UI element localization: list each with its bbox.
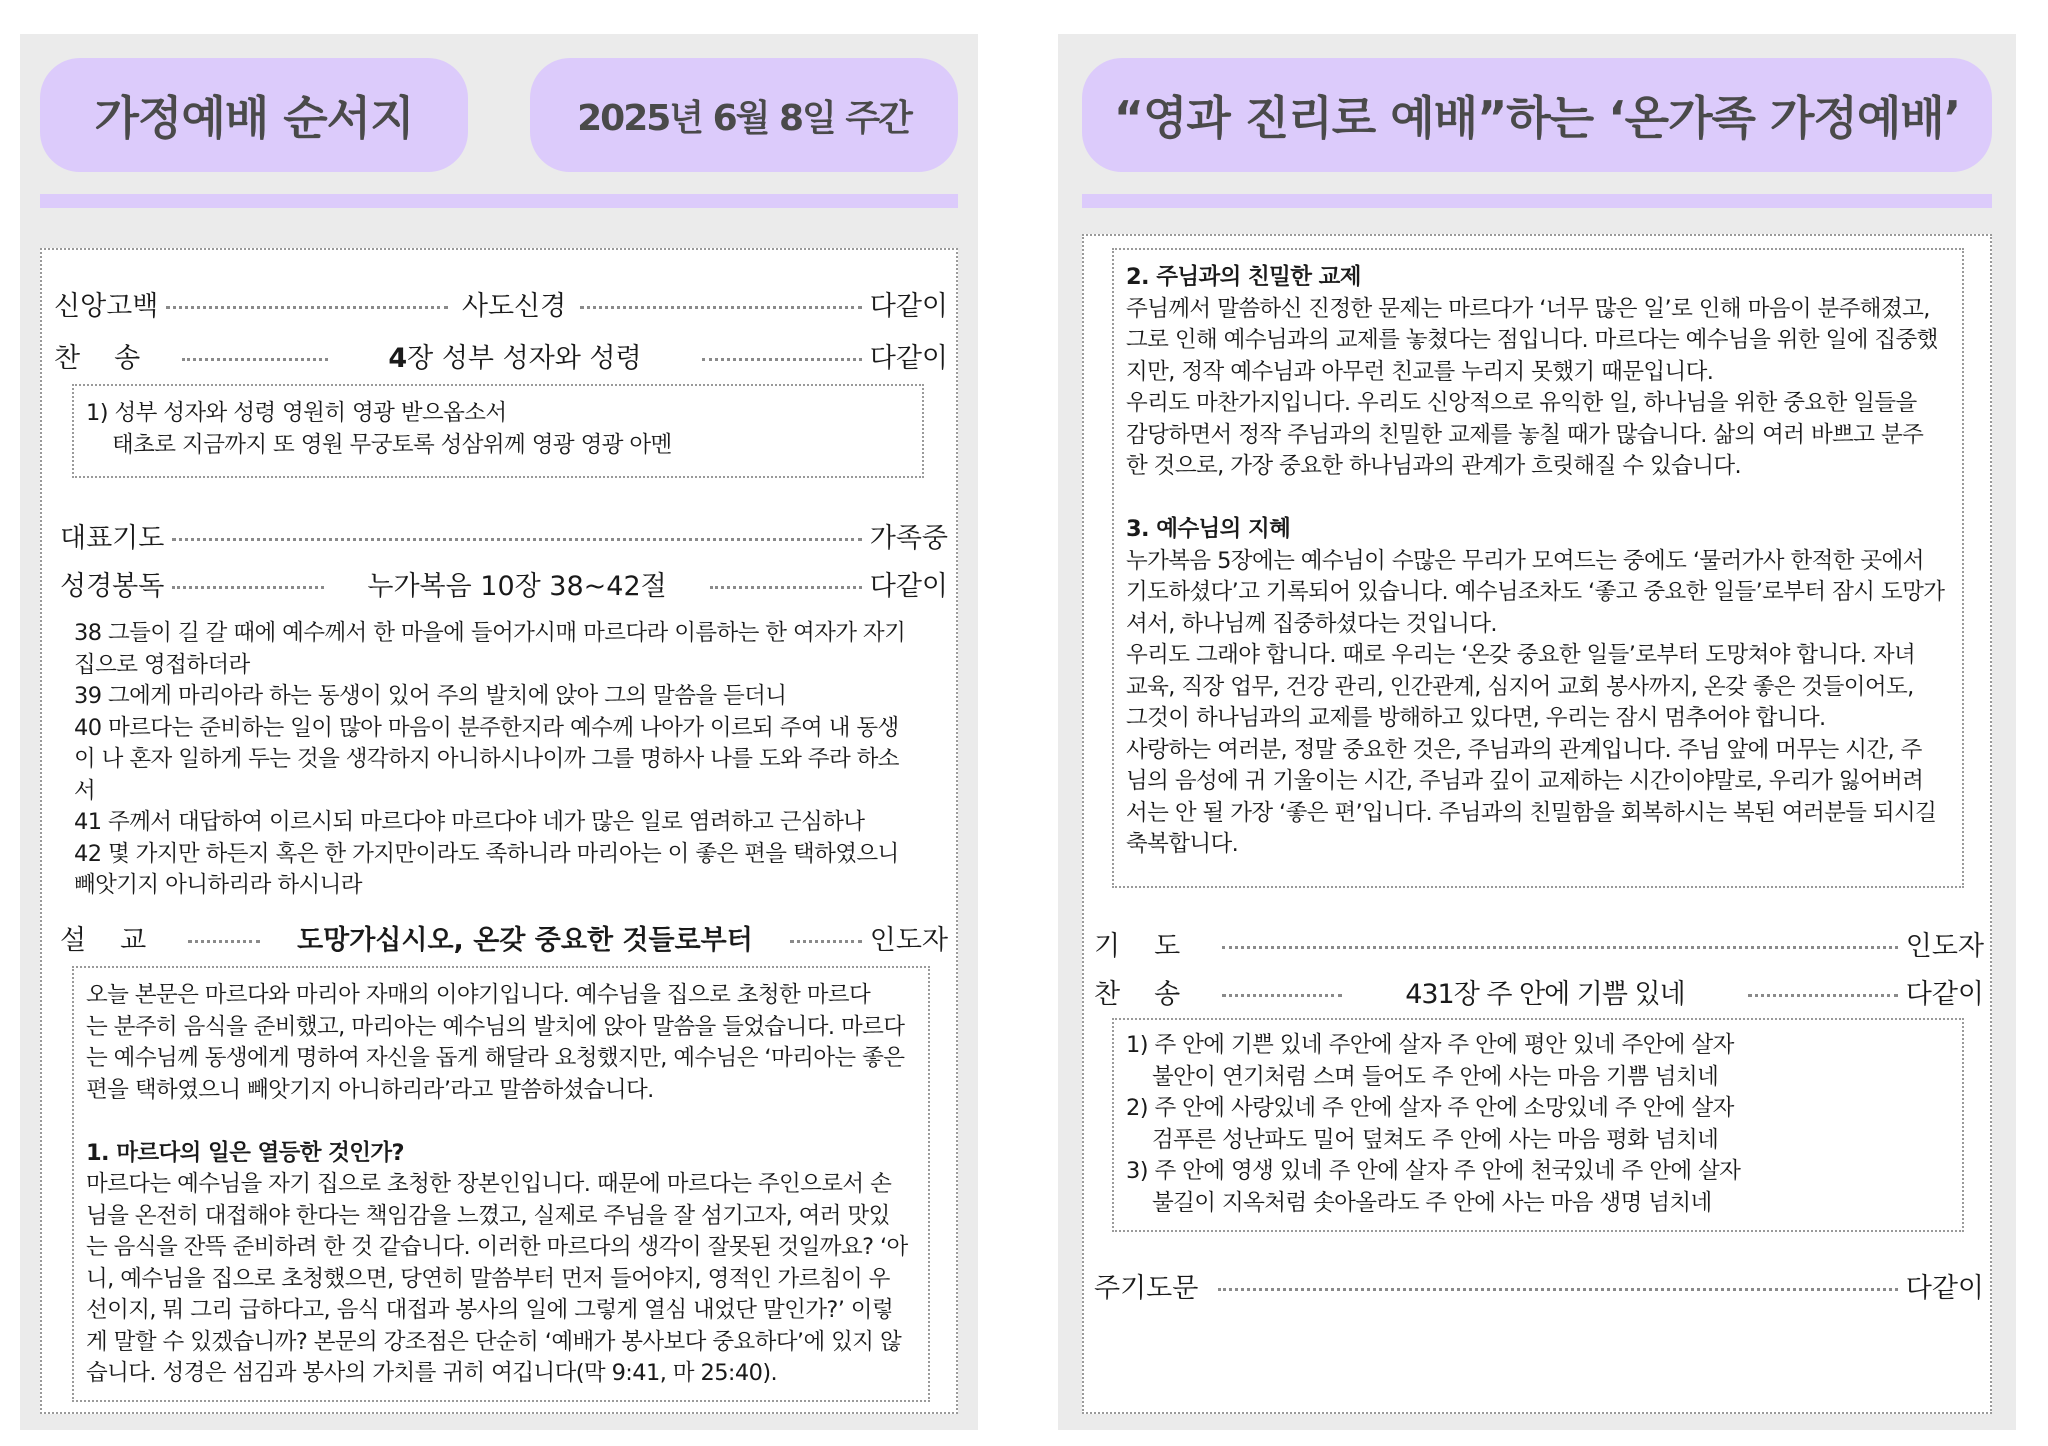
sermon-line: 그것이 하나님과의 교제를 방해하고 있다면, 우리는 잠시 멈추어야 합니다. bbox=[1126, 705, 1826, 731]
scripture-line: 41 주께서 대답하여 이르시되 마르다야 마르다야 네가 많은 일로 염려하고 근심하나 bbox=[74, 809, 865, 835]
leader-dots bbox=[172, 538, 861, 541]
sermon-line: 게 말할 수 있겠습니까? 본문의 강조점은 단순히 ‘예배가 봉사보다 중요하다’에 있지 않 bbox=[86, 1328, 902, 1355]
sermon-continued-text bbox=[1126, 262, 1944, 861]
leader-dots bbox=[1222, 994, 1342, 997]
row-right: 가족중 bbox=[869, 523, 948, 554]
row-label: 찬송 bbox=[1094, 979, 1215, 1010]
sermon-line: 교육, 직장 업무, 건강 관리, 인간관계, 심지어 교회 봉사까지, 온갖 좋은 것들이어도, bbox=[1126, 673, 1914, 700]
leader-dots bbox=[188, 940, 260, 943]
sermon-line: 는 예수님께 동생에게 명하여 자신을 돕게 해달라 요청했지만, 예수님은 ‘마리아는 좋은 bbox=[86, 1045, 905, 1071]
hymn-title: 장 성부 성자와 성령 bbox=[407, 343, 642, 374]
row-label: 주기도문 bbox=[1094, 1273, 1199, 1304]
row-label: 기도 bbox=[1094, 931, 1215, 962]
date-pill bbox=[530, 58, 958, 172]
scripture-line: 40 마르다는 준비하는 일이 많아 마음이 분주한지라 예수께 나아가 이르되 주여 내 동생 bbox=[74, 714, 899, 741]
hymn-number: 4 bbox=[388, 343, 408, 374]
row-right: 다같이 bbox=[869, 291, 948, 322]
lyric-line: 1) 주 안에 기쁜 있네 주안에 살자 주 안에 평안 있네 주안에 살자 bbox=[1126, 1032, 1734, 1058]
row-label: 설교 bbox=[60, 925, 181, 956]
row-confession bbox=[54, 284, 948, 323]
sermon-line: 오늘 본문은 마르다와 마리아 자매의 이야기입니다. 예수님을 집으로 초청한 마르다 bbox=[86, 982, 871, 1008]
lyric-line: 검푸른 성난파도 밀어 덮쳐도 주 안에 사는 마음 평화 넘치네 bbox=[1152, 1126, 1719, 1153]
row-reading bbox=[60, 564, 948, 603]
sermon-line: 우리도 마찬가지입니다. 우리도 신앙적으로 유익한 일, 하나님을 위한 중요한 일들을 bbox=[1126, 390, 1917, 416]
sermon-line: 사랑하는 여러분, 정말 중요한 것은, 주님과의 관계입니다. 주님 앞에 머무는 시간, 주 bbox=[1126, 736, 1922, 763]
row-label: 성경봉독 bbox=[60, 571, 165, 602]
sermon-box bbox=[72, 966, 930, 1402]
sermon-line: 셔서, 하나님께 집중하셨다는 것입니다. bbox=[1126, 610, 1497, 637]
sermon-line: 니, 예수님을 집으로 초청했으면, 당연히 말씀부터 먼저 들어야지, 영적인 가르침이 우 bbox=[86, 1265, 890, 1292]
point-1-heading: 1. 마르다의 일은 열등한 것인가? bbox=[86, 1139, 405, 1166]
row-label: 찬송 bbox=[54, 343, 175, 374]
row-prayer bbox=[60, 516, 948, 555]
sermon-text bbox=[86, 980, 908, 1390]
sermon-line: 서는 안 될 가장 ‘좋은 편’입니다. 주님과의 친밀함을 회복하시는 복된 여러분들 되시길 bbox=[1126, 799, 1937, 826]
hymn-1-lyrics-box bbox=[72, 384, 924, 478]
row-right: 다같이 bbox=[1905, 979, 1984, 1010]
leader-dots bbox=[702, 358, 862, 361]
sermon-line: 는 음식을 잔뜩 준비하려 한 것 같습니다. 이러한 마르다의 생각이 잘못된 것일까요? ‘아 bbox=[86, 1234, 908, 1260]
sermon-line: 님의 음성에 귀 기울이는 시간, 주님과 깊이 교제하는 시간이야말로, 우리가 잃어버려 bbox=[1126, 768, 1924, 794]
order-sheet bbox=[40, 248, 958, 1414]
bulletin-title: 가정예배 순서지 bbox=[94, 91, 414, 145]
sermon-line: 마르다는 예수님을 자기 집으로 초청한 장본인입니다. 때문에 마르다는 주인으로서 손 bbox=[86, 1171, 892, 1197]
row-middle bbox=[336, 336, 694, 375]
leader-dots bbox=[1222, 946, 1898, 949]
leader-dots bbox=[172, 586, 324, 589]
accent-strip bbox=[40, 194, 958, 208]
hymn-1-lyrics bbox=[86, 398, 672, 461]
row-right: 다같이 bbox=[869, 343, 948, 374]
lyric-line: 태초로 지금까지 또 영원 무궁토록 성삼위께 영광 영광 아멘 bbox=[112, 431, 672, 458]
leader-dots bbox=[166, 306, 448, 309]
sermon-line: 기도하셨다’고 기록되어 있습니다. 예수님조차도 ‘좋고 중요한 일들’로부터 잠시 도망가 bbox=[1126, 579, 1945, 605]
leader-dots bbox=[1748, 994, 1898, 997]
row-prayer-2 bbox=[1094, 924, 1984, 963]
lyric-line: 불안이 연기처럼 스며 들어도 주 안에 사는 마음 기쁨 넘치네 bbox=[1152, 1063, 1719, 1090]
lyric-line: 1) 성부 성자와 성령 영원히 영광 받으옵소서 bbox=[86, 400, 507, 426]
accent-strip bbox=[1082, 194, 1992, 208]
sermon-line: 감당하면서 정작 주님과의 친밀한 교제를 놓칠 때가 많습니다. 삶의 여러 바쁘고 분주 bbox=[1126, 421, 1924, 448]
scripture-line: 38 그들이 길 갈 때에 예수께서 한 마을에 들어가시매 마르다라 이름하는 한 여자가 자기 bbox=[74, 620, 906, 646]
sermon-line: 편을 택하였으니 빼앗기지 아니하리라’라고 말씀하셨습니다. bbox=[86, 1076, 654, 1103]
row-right: 인도자 bbox=[1905, 931, 1984, 962]
sermon-line: 님을 온전히 대접해야 한다는 책임감을 느꼈고, 실제로 주님을 잘 섬기고자, 여러 맛있 bbox=[86, 1202, 890, 1229]
leader-dots bbox=[580, 306, 862, 309]
order-sheet bbox=[1082, 234, 1992, 1414]
row-hymn-2 bbox=[1094, 972, 1984, 1011]
row-sermon bbox=[60, 918, 948, 957]
scripture-line: 서 bbox=[74, 777, 96, 804]
scripture-line: 42 몇 가지만 하든지 혹은 한 가지만이라도 족하니라 마리아는 이 좋은 편을 택하였으니 bbox=[74, 840, 899, 867]
sermon-line: 그로 인해 예수님과의 교제를 놓쳤다는 점입니다. 마르다는 예수님을 위한 일에 집중했 bbox=[1126, 327, 1938, 353]
row-right: 다같이 bbox=[1905, 1273, 1984, 1304]
point-2-heading: 2. 주님과의 친밀한 교제 bbox=[1126, 264, 1361, 290]
row-label: 대표기도 bbox=[60, 523, 165, 554]
left-page bbox=[20, 34, 978, 1430]
scripture-text bbox=[74, 618, 905, 902]
row-middle: 누가복음 10장 38~42절 bbox=[367, 571, 667, 602]
row-right: 다같이 bbox=[869, 571, 948, 602]
sermon-line: 습니다. 성경은 섬김과 봉사의 가치를 귀히 여깁니다(막 9:41, 마 25:40). bbox=[86, 1360, 778, 1386]
row-middle: 사도신경 bbox=[461, 291, 567, 322]
row-lords-prayer bbox=[1094, 1266, 1984, 1305]
row-label: 신앙고백 bbox=[54, 291, 159, 322]
sermon-line: 누가복음 5장에는 예수님이 수많은 무리가 모여드는 중에도 ‘물러가사 한적한 곳에서 bbox=[1126, 547, 1924, 574]
point-3-heading: 3. 예수님의 지혜 bbox=[1126, 516, 1291, 542]
sermon-continued-box bbox=[1112, 248, 1964, 888]
row-hymn-1 bbox=[54, 336, 948, 375]
leader-dots bbox=[1218, 1288, 1897, 1291]
leader-dots bbox=[790, 940, 862, 943]
row-middle: 431장 주 안에 기쁨 있네 bbox=[1405, 979, 1685, 1010]
sermon-line: 축복합니다. bbox=[1126, 831, 1239, 857]
leader-dots bbox=[182, 358, 328, 361]
scripture-line: 집으로 영접하더라 bbox=[74, 651, 250, 678]
sermon-line: 선이지, 뭐 그리 급하다고, 음식 대접과 봉사의 일에 그렇게 열심 내었단 말인가?’ 이렇 bbox=[86, 1297, 894, 1323]
hymn-2-lyrics-box bbox=[1112, 1018, 1964, 1232]
hymn-2-lyrics bbox=[1126, 1030, 1740, 1219]
scripture-line: 이 나 혼자 일하게 두는 것을 생각하지 아니하시나이까 그를 명하사 나를 도와 주라 하소 bbox=[74, 746, 899, 772]
sermon-title: 도망가십시오, 온갖 중요한 것들로부터 bbox=[297, 925, 753, 956]
leader-dots bbox=[710, 586, 862, 589]
theme-title: “영과 진리로 예배”하는 ‘온가족 가정예배’ bbox=[1113, 91, 1961, 145]
scripture-line: 빼앗기지 아니하리라 하시니라 bbox=[74, 872, 362, 898]
sermon-line: 지만, 정작 예수님과 아무런 친교를 누리지 못했기 때문입니다. bbox=[1126, 358, 1714, 385]
sermon-line: 우리도 그래야 합니다. 때로 우리는 ‘온갖 중요한 일들’로부터 도망쳐야 합니다. 자녀 bbox=[1126, 642, 1916, 668]
lyric-line: 3) 주 안에 영생 있네 주 안에 살자 주 안에 천국있네 주 안에 살자 bbox=[1126, 1158, 1741, 1184]
bulletin-date: 2025년 6월 8일 주간 bbox=[577, 97, 911, 139]
sermon-line: 주님께서 말씀하신 진정한 문제는 마르다가 ‘너무 많은 일’로 인해 마음이 분주해졌고, bbox=[1126, 295, 1930, 322]
lyric-line: 불길이 지옥처럼 솟아올라도 주 안에 사는 마음 생명 넘치네 bbox=[1152, 1189, 1712, 1216]
right-page bbox=[1058, 34, 2016, 1430]
row-right: 인도자 bbox=[869, 925, 948, 956]
sermon-line: 는 분주히 음식을 준비했고, 마리아는 예수님의 발치에 앉아 말씀을 들었습니다. 마르다 bbox=[86, 1013, 905, 1040]
bulletin-title-pill bbox=[40, 58, 468, 172]
lyric-line: 2) 주 안에 사랑있네 주 안에 살자 주 안에 소망있네 주 안에 살자 bbox=[1126, 1095, 1734, 1121]
scripture-line: 39 그에게 마리아라 하는 동생이 있어 주의 발치에 앉아 그의 말씀을 듣더니 bbox=[74, 683, 787, 709]
sermon-line: 한 것으로, 가장 중요한 하나님과의 관계가 흐릿해질 수 있습니다. bbox=[1126, 453, 1742, 479]
theme-title-pill bbox=[1082, 58, 1992, 172]
